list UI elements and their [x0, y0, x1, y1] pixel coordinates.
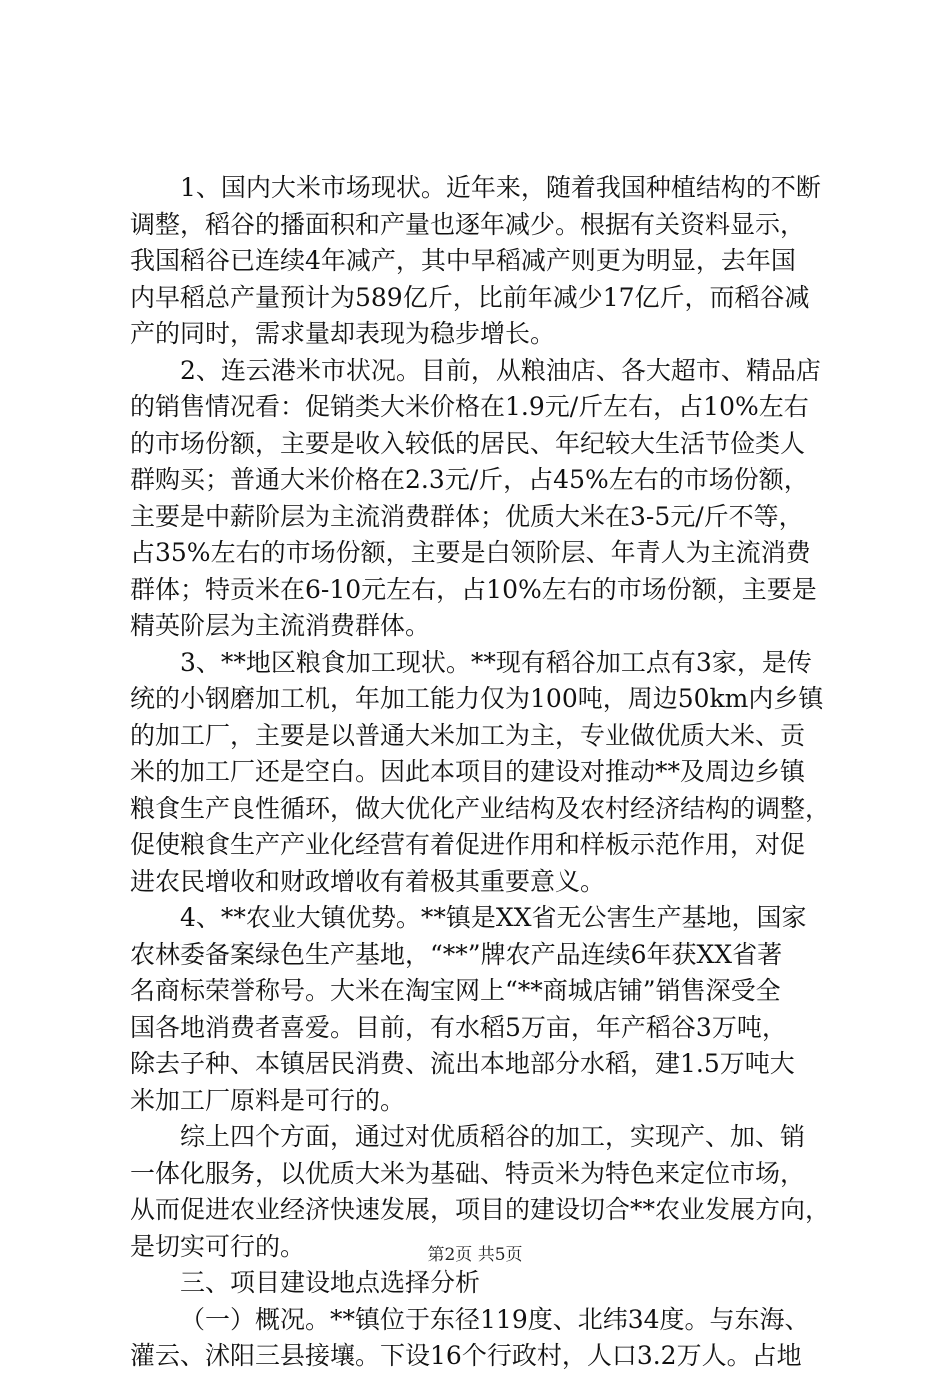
text-line: 3、**地区粮食加工现状。**现有稻谷加工点有3家，是传	[180, 647, 812, 677]
text-line: 米的加工厂还是空白。因此本项目的建设对推动**及周边乡镇	[130, 757, 806, 786]
text-line: 农林委备案绿色生产基地，“**”牌农产品连续6年获XX省著	[130, 939, 783, 969]
text-line: 促使粮食生产产业化经营有着促进作用和样板示范作用，对促	[130, 830, 806, 859]
text-line: （一）概况。**镇位于东径119度、北纬34度。与东海、	[180, 1304, 810, 1334]
text-line: 调整，稻谷的播面积和产量也逐年减少。根据有关资料显示，	[130, 209, 806, 239]
text-line: 进农民增收和财政增收有着极其重要意义。	[130, 866, 606, 896]
text-line: 我国稻谷已连续4年减产，其中早稻减产则更为明显，去年国	[130, 246, 796, 275]
text-line: 从而促进农业经济快速发展，项目的建设切合**农业发展方向，	[130, 1195, 831, 1224]
text-line: 米加工厂原料是可行的。	[130, 1085, 406, 1115]
text-line: 一体化服务，以优质大米为基础、特贡米为特色来定位市场，	[130, 1158, 806, 1188]
text-line: 内早稻总产量预计为589亿斤，比前年减少17亿斤，而稻谷减	[130, 282, 810, 312]
text-line: 的加工厂，主要是以普通大米加工为主，专业做优质大米、贡	[130, 720, 806, 750]
text-line: 统的小钢磨加工机，年加工能力仅为100吨，周边50km内乡镇	[130, 684, 824, 713]
text-line: 产的同时，需求量却表现为稳步增长。	[130, 319, 556, 348]
text-line: 1、国内大米市场现状。近年来，随着我国种植结构的不断	[180, 173, 821, 202]
text-line: 群体；特贡米在6-10元左右，占10%左右的市场份额，主要是	[130, 574, 817, 604]
text-line: 群购买；普通大米价格在2.3元/斤，占45%左右的市场份额，	[130, 465, 809, 494]
text-line: 综上四个方面，通过对优质稻谷的加工，实现产、加、销	[180, 1122, 806, 1151]
text-line: 名商标荣誉称号。大米在淘宝网上“**商城店铺”销售深受全	[130, 976, 781, 1005]
text-line: 4、**农业大镇优势。**镇是XX省无公害生产基地，国家	[180, 903, 807, 932]
page-number-footer: 第2页 共5页	[427, 1245, 523, 1265]
document-body	[130, 170, 842, 1375]
section-heading: 三、项目建设地点选择分析	[180, 1268, 481, 1297]
text-line: 的销售情况看：促销类大米价格在1.9元/斤左右，占10%左右	[130, 392, 809, 421]
text-line: 粮食生产良性循环，做大优化产业结构及农村经济结构的调整，	[130, 793, 831, 823]
text-line: 灌云、沭阳三县接壤。下设16个行政村，人口3.2万人。占地	[130, 1341, 802, 1370]
text-line: 主要是中薪阶层为主流消费群体；优质大米在3-5元/斤不等，	[130, 501, 804, 531]
text-line: 的市场份额，主要是收入较低的居民、年纪较大生活节俭类人	[130, 428, 806, 458]
text-line: 除去子种、本镇居民消费、流出本地部分水稻，建1.5万吨大	[130, 1049, 795, 1078]
text-line: 精英阶层为主流消费群体。	[130, 611, 431, 640]
text-line: 是切实可行的。	[130, 1231, 306, 1261]
text-line: 占35%左右的市场份额，主要是白领阶层、年青人为主流消费	[130, 538, 811, 567]
text-line: 2、连云港米市状况。目前，从粮油店、各大超市、精品店	[180, 355, 821, 385]
text-line: 国各地消费者喜爱。目前，有水稻5万亩，年产稻谷3万吨，	[130, 1012, 787, 1042]
